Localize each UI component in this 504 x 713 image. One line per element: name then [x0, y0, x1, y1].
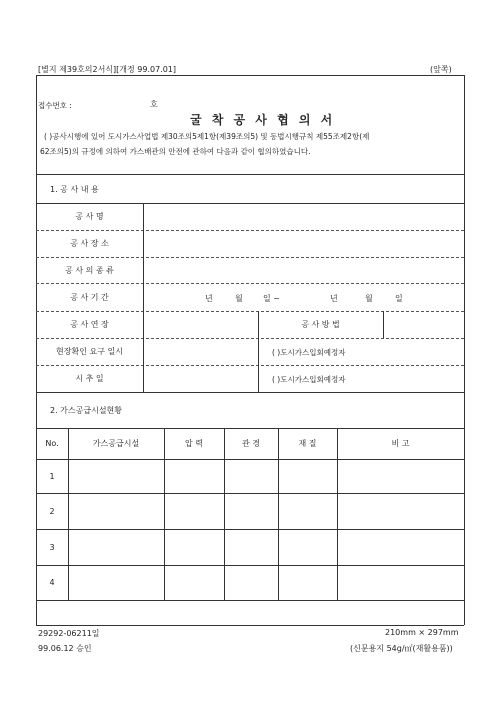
page-side-label: (앞쪽): [430, 65, 452, 74]
footer-paper-size: 210mm × 297mm: [385, 628, 459, 637]
label-project-place: 공 사 장 소: [70, 239, 109, 248]
witness-2: ( )도시가스입회예정자: [272, 375, 346, 384]
label-divider: [143, 203, 144, 392]
witness-1: ( )도시가스입회예정자: [272, 348, 346, 357]
table-row-rule: [36, 529, 464, 530]
col-header-no: No.: [45, 439, 59, 448]
col-header-material: 재 질: [298, 439, 317, 448]
row-rule: [36, 392, 464, 393]
footer-paper-type: (신문용지 54g/㎡(재활용품)): [350, 644, 453, 653]
col-header-diameter: 관 경: [242, 439, 260, 448]
row-number: 3: [49, 542, 55, 552]
frame-top: [36, 75, 464, 76]
section2-heading: 2. 가스공급시설현황: [50, 406, 122, 415]
table-header-rule: [36, 459, 464, 460]
footer-form-code: 29292-06211일: [38, 629, 100, 638]
footer-approval-date: 99.06.12 승인: [38, 644, 92, 653]
label-project-period: 공 사 기 간: [70, 292, 109, 302]
intro-line-2: 62조의5)의 규정에 의하여 가스배관의 안전에 관하여 다음과 같이 협의하였습니다.: [40, 147, 311, 156]
frame-bottom: [36, 625, 464, 626]
label-site-check-time: 현장확인 요구 일시: [56, 347, 123, 356]
col-header-remarks: 비 고: [391, 439, 410, 448]
form-number: [별지 제39호의2서식][개정 99.07.01]: [38, 65, 177, 74]
period-day-end: 일: [395, 294, 403, 303]
label-execution-date: 시 추 일: [75, 374, 104, 383]
table-row-rule: [36, 493, 464, 494]
section1-top-rule: [36, 174, 464, 175]
period-month: 월: [235, 294, 243, 303]
row-number: 2: [49, 506, 55, 516]
label-project-name: 공 사 명: [75, 212, 104, 221]
intro-line-1: ( )공사시행에 있어 도시가스사업법 제30조의5제1항(제39조의5) 및 동법시행규칙 제55조제2항(제: [44, 132, 370, 141]
col-header-pressure: 압 력: [185, 439, 203, 448]
label-project-length: 공 사 연 장: [70, 320, 109, 329]
row-number: 4: [49, 578, 55, 587]
frame-right: [464, 75, 465, 625]
table-row-rule: [36, 565, 464, 566]
period-year: 년: [205, 294, 213, 303]
section1-heading: 1. 공 사 내 용: [50, 185, 99, 194]
receipt-label: 접수번호 :: [38, 101, 72, 110]
col-header-facility: 가스공급시설: [92, 439, 140, 448]
period-month-end: 월: [365, 294, 373, 303]
receipt-suffix: 호: [150, 100, 158, 109]
row-number: 1: [49, 471, 55, 481]
period-day-start: 일 ~: [263, 294, 280, 303]
method-divider: [383, 311, 384, 338]
label-project-kind: 공 사 의 종 류: [65, 265, 114, 275]
period-year-end: 년: [330, 294, 338, 303]
label-project-method: 공 사 방 법: [301, 320, 340, 329]
document-title: 굴 착 공 사 협 의 서: [190, 113, 336, 127]
table-bottom-rule: [36, 600, 464, 601]
